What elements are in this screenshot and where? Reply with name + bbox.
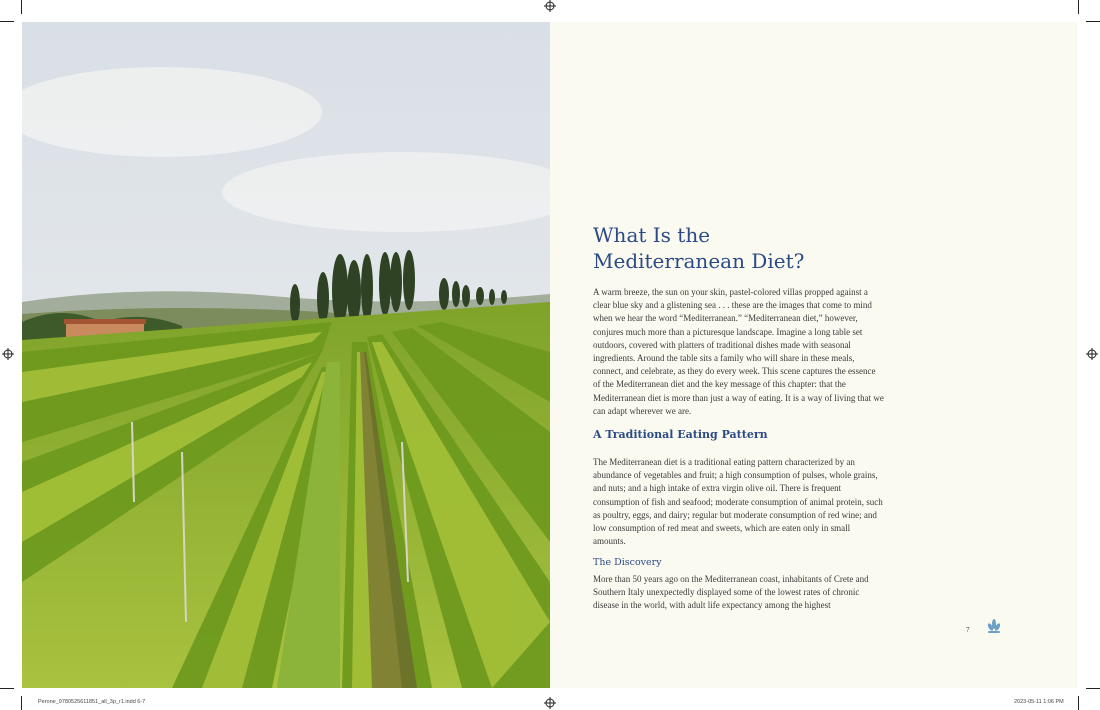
- registration-mark-icon: [544, 697, 556, 709]
- book-spread: [22, 22, 1077, 688]
- section-paragraph-traditional-eating-pattern: The Mediterranean diet is a traditional eating pattern characterized by an abundance of vegetables and fruit; a high consumption of pulses, whole grains, and nuts; and a high intake of extra virgin olive oil. There is frequent consumption of fish and seafood; moderate consumption of animal protein, such as poultry, eggs, and dairy; regular but moderate consumption of red wine; and low consumption of red meat and sweets, which are eaten only in small amounts.: [593, 457, 883, 547]
- intro-paragraph: A warm breeze, the sun on your skin, pastel-colored villas propped against a clear blue sky and a glistening sea . . . these are the images that come to mind when we hear the word “Mediterranean.” “Mediterranean diet,” however, conjures much more than a picturesque landscape. Imagine a long table set outdoors, covered with platters of traditional dishes made with seasonal ingredients. Around the table sits a family who will share in these meals, connect, and celebrate, as they do every week. This scene captures the essence of the Mediterranean diet and the key message of this chapter: that the Mediterranean diet is more than just a way of eating. It is a way of living that we can adapt wherever we are.: [593, 287, 884, 416]
- chapter-heading: [593, 222, 933, 274]
- registration-mark-icon: [544, 0, 556, 12]
- crop-mark-icon: [0, 21, 14, 22]
- crop-mark-icon: [21, 0, 22, 14]
- page-number: 7: [966, 626, 970, 634]
- registration-mark-icon: [2, 348, 14, 360]
- section-heading-traditional-eating-pattern: A Traditional Eating Pattern: [593, 428, 768, 441]
- lotus-ornament-icon: [986, 618, 1002, 636]
- registration-mark-icon: [1086, 348, 1098, 360]
- vineyard-illustration: [22, 22, 550, 688]
- crop-mark-icon: [1078, 696, 1079, 710]
- crop-mark-icon: [1086, 688, 1100, 689]
- chapter-heading-line-2: Mediterranean Diet?: [593, 249, 805, 273]
- crop-mark-icon: [0, 688, 14, 689]
- crop-mark-icon: [21, 696, 22, 710]
- crop-mark-icon: [1086, 21, 1100, 22]
- vineyard-photo: [22, 22, 550, 688]
- chapter-heading-line-1: What Is the: [593, 223, 711, 247]
- crop-mark-icon: [1078, 0, 1079, 14]
- section-paragraph-the-discovery: More than 50 years ago on the Mediterranean coast, inhabitants of Crete and Southern Italy unexpectedly displayed some of the lowest rates of chronic disease in the world, with adult life expectancy among the highest: [593, 574, 869, 611]
- slug-timestamp: 2023-05-11 1:06 PM: [1014, 699, 1064, 705]
- section-heading-the-discovery: The Discovery: [593, 557, 662, 568]
- slug-file-name: Perone_9780525611851_all_3p_r1.indd 6-7: [38, 699, 146, 705]
